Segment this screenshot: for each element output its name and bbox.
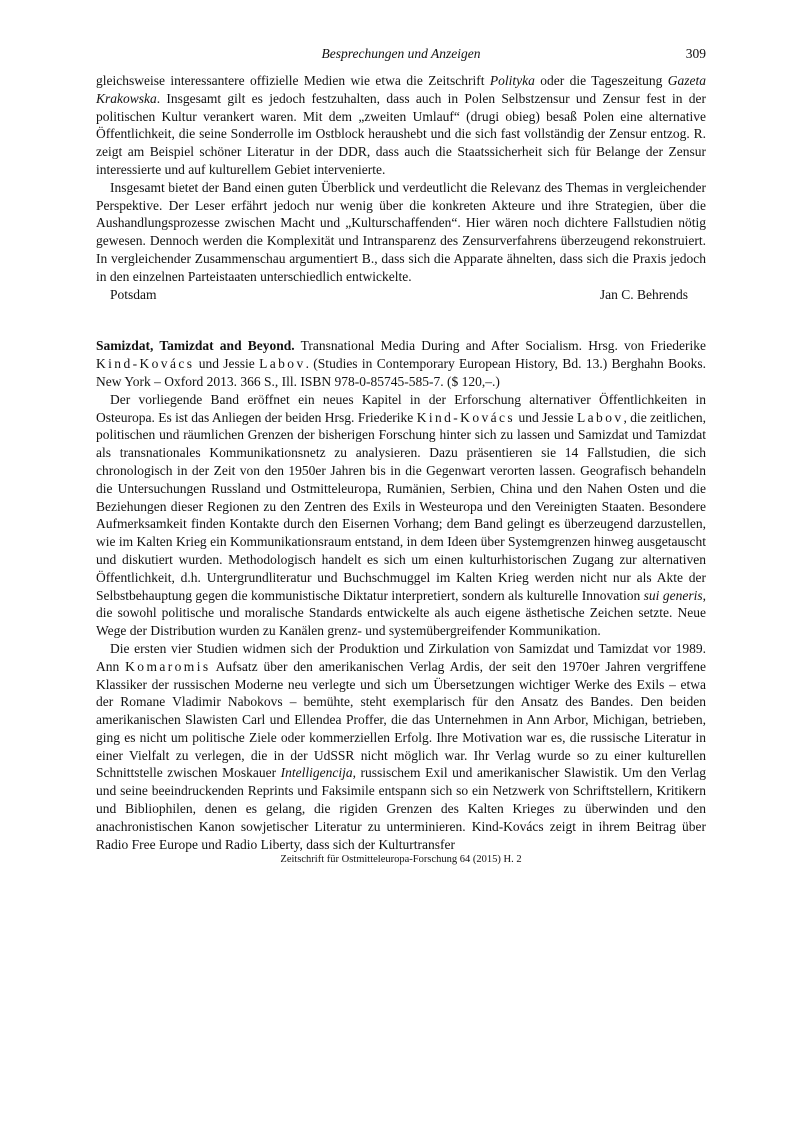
editor-name: Labov: [577, 409, 624, 425]
review1-paragraph-2: Insgesamt bietet der Band einen guten Überblick und verdeutlicht die Relevanz des Themas in vergleichender Perspektive. Der Leser erfährt jedoch nur wenig über die konkreten Akteure und ihre Strategien, über die Aushandlungsprozesse zwischen Macht und „Kulturschaffenden“. Hier wären noch dichtere Fallstudien nötig gewesen. Dennoch werden die Komplexität und Intransparenz des Zensurverfahrens überzeugend rekonstruiert. In vergleichender Zusammenschau argumentiert B., dass sich die Apparate ähnelten, dass sich die Praxis jedoch in den einzelnen Parteistaaten unterschiedlich entwickelte.: [96, 179, 706, 284]
review2-book-title: Samizdat, Tamizdat and Beyond.: [96, 338, 295, 354]
author-name: Komaromis: [125, 658, 211, 674]
review1-reviewer: Jan C. Behrends: [599, 286, 688, 302]
review2-paragraph-1: Der vorliegende Band eröffnet ein neues Kapitel in der Erforschung alternativer Öffentlichkeiten in Osteuropa. Es ist das Anliegen der beiden Hrsg. Friederike Kind-Kovács und Jessie Labov, die zeitlichen, politischen und räumlichen Grenzen der bisherigen Forschung hinter sich zu lassen und Samizdat und Tamizdat als transnationales Kommunikationsnetz zu analysieren. Dazu präsentieren sie 14 Fallstudien, die sich chronologisch in der Zeit von den 1950er Jahren bis in die Gegenwart verorten lassen. Geografisch behandeln die Untersuchungen Russland und Ostmitteleuropa, Rumänien, Serbien, China und den Nahen Osten und die Beziehungen dieser Regionen zu den Zentren des Exils in Westeuropa und den Vereinigten Staaten. Besondere Aufmerksamkeit finden Kontakte durch den Eisernen Vorhang; dem Band gelingt es überzeugend darzustellen, wie im Kalten Krieg ein Kommunikationsraum entstand, in dem Ideen über Systemgrenzen hinweg ausgetauscht und diskutiert wurden. Methodologisch handelt es sich um einen kulturhistorischen Zugang zur alternativen Öffentlichkeit, d.h. Untergrundliteratur und Buchschmuggel im Kalten Krieg werden nicht nur als Akte der Selbstbehauptung gegen die kommunistische Diktatur interpretiert, sondern als kulturelle Innovation sui generis, die sowohl politische und moralische Standards entwickelte als auch eigene ästhetische Zeichen setzte. Neue Wege der Distribution wurden zu Kanälen grenz- und systemübergreifender Kommunikation.: [96, 391, 706, 639]
editor-name: Kind-Kovács: [96, 356, 195, 372]
text-column: [96, 72, 706, 853]
review2-bibliographic-header: Samizdat, Tamizdat and Beyond. Transnational Media During and After Socialism. Hrsg. von Friederike Kind-Kovács und Jessie Labov. (Studies in Contemporary European History, Bd. 13.) Berghahn Books. New York – Oxford 2013. 366 S., Ill. ISBN 978-0-85745-585-7. ($ 120,–.): [96, 338, 706, 389]
journal-footer: Zeitschrift für Ostmitteleuropa-Forschung 64 (2015) H. 2: [280, 854, 522, 865]
section-gap: [96, 303, 706, 337]
periodical-title: Polityka: [489, 73, 535, 88]
latin-phrase: sui generis: [643, 587, 703, 603]
review1-paragraph-1: gleichsweise interessantere offizielle Medien wie etwa die Zeitschrift Polityka oder die Tageszeitung Gazeta Krakowska. Insgesamt gilt es jedoch festzuhalten, dass auch in Polen Selbstzensur und Zensur fest in der politischen Kultur verankert waren. Mit dem „zweiten Umlauf“ (drugi obieg) besaß Polen eine alternative Öffentlichkeit, die seine Sonderrolle im Ostblock heraushebt und die sich fast vollständig der Zensur entzog. R. zeigt am Beispiel schöner Literatur in der DDR, dass auch die Staatssicherheit sich für Belange der Zensur interessierte und auf kulturellem Gebiet intervenierte.: [96, 73, 706, 177]
running-head: [96, 46, 706, 66]
review2-paragraph-2: Die ersten vier Studien widmen sich der Produktion und Zirkulation von Samizdat und Tamizdat vor 1989. Ann Komaromis Aufsatz über den amerikanischen Verlag Ardis, der seit den 1970er Jahren vergriffene Klassiker der russischen Moderne neu verlegte und sich um Übersetzungen wichtiger Werke des Exils – etwa der Romane Vladimir Nabokovs – bemühte, steht exemplarisch für den Ansatz des Bandes. Den beiden amerikanischen Slawisten Carl und Ellendea Proffer, die das Unternehmen in Ann Arbor, Michigan, betrieben, ging es nicht um politische Ziele oder kommerziellen Erfolg. Ihre Motivation war es, die russische Literatur in einer Vielfalt zu verlegen, die in der UdSSR nicht möglich war. Ihr Verlag wurde so zu einer kulturellen Schnittstelle zwischen Moskauer Intelligencija, russischem Exil und amerikanischer Slawistik. Um den Verlag und seine beeindruckenden Reprints und Faksimile entspann sich so ein Netzwerk von Schriftstellern, Kritikern und Bibliophilen, denen es gelang, die rigiden Grenzen des Kalten Krieges zu überwinden und den anachronistischen Kanon sowjetischer Literatur zu unterminieren. Kind-Kovács zeigt in ihrem Beitrag über Radio Free Europe und Radio Liberty, dass sich der Kulturtransfer: [96, 640, 707, 852]
review1-signature: [110, 286, 706, 304]
page-number: 309: [685, 46, 706, 61]
editor-name: Labov: [259, 356, 306, 372]
editor-name: Kind-Kovács: [416, 409, 516, 425]
running-head-title: Besprechungen und Anzeigen: [321, 46, 481, 61]
review1-place: Potsdam: [110, 286, 157, 302]
russian-term: Intelligencija: [280, 765, 353, 781]
periodical-title: Gazeta Krakowska: [96, 73, 706, 106]
